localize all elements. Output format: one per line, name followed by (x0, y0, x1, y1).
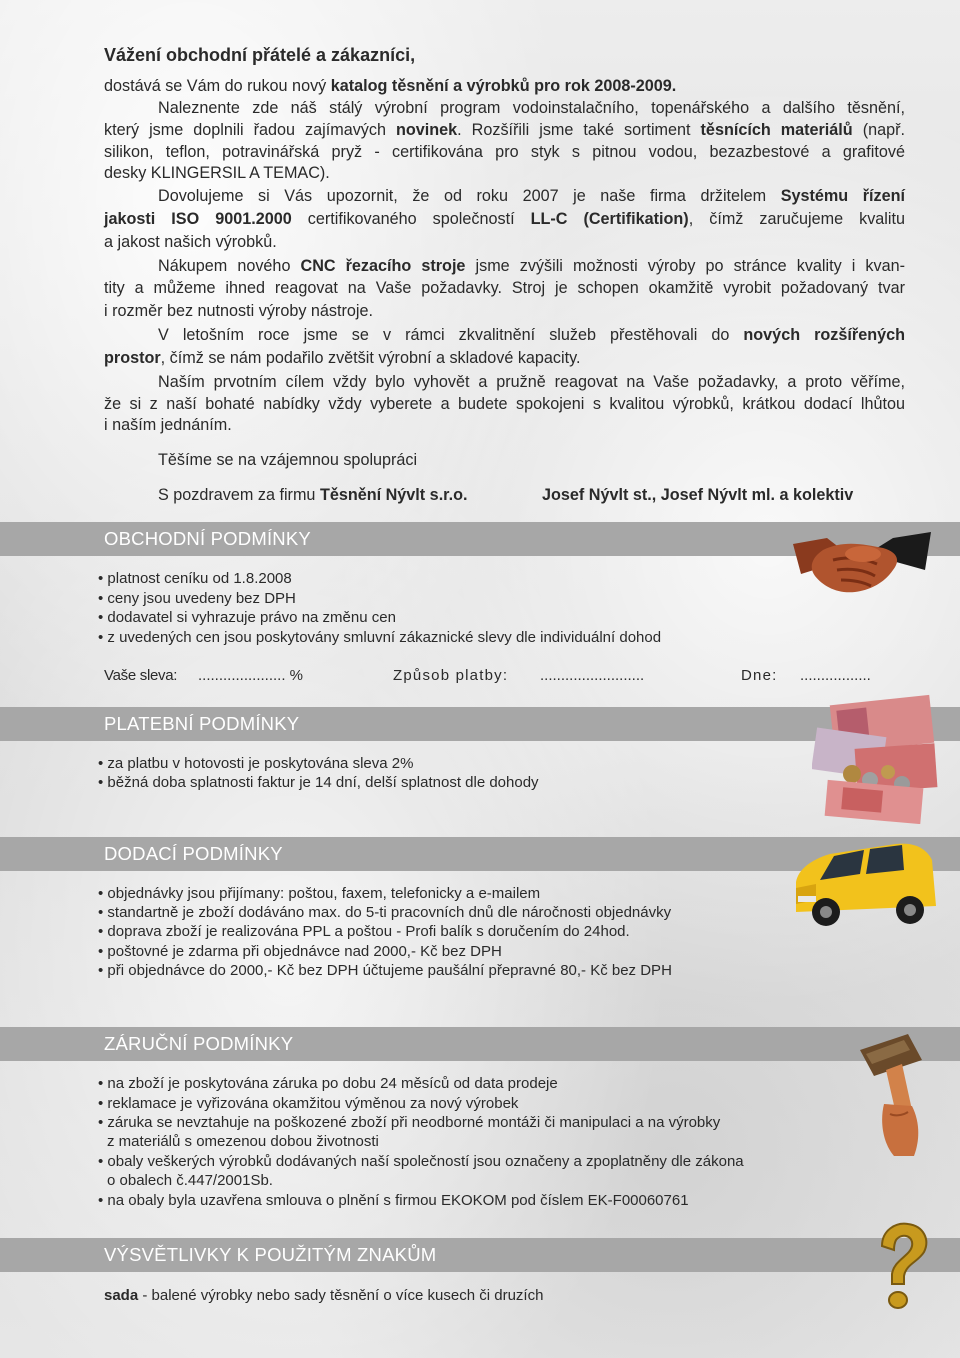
letter-line: Naším prvotním cílem vždy bylo vyhovět a pružně reagovat na Vaše požadavky, a proto věříme, (158, 373, 905, 391)
letter-line: tity a můžeme ihned reagovat na Vaše požadavky. Stroj je schopen okamžitě vyrobit požadovaný tvar (104, 279, 905, 297)
section-band-vysvetlivky (0, 1238, 960, 1272)
letter-line: že si z naší bohaté nabídky vždy vyberete a budete spokojeni s kvalitou výrobků, krátkou dodací lhůtou (104, 395, 905, 413)
payment-method-label: Způsob platby: (393, 667, 509, 684)
letter-line: prostor, čímž se nám podařilo zvětšit výrobní a skladové kapacity. (104, 349, 581, 367)
letter-line: Dovolujeme si Vás upozornit, že od roku 2007 je naše firma držitelem Systému řízení (158, 187, 905, 205)
letter-line: dostává se Vám do rukou nový katalog těsnění a výrobků pro rok 2008-2009. (104, 77, 677, 95)
letter-heading: Vážení obchodní přátelé a zákazníci, (104, 45, 416, 65)
handshake-icon (793, 530, 931, 610)
discount-label: Vaše sleva: (104, 667, 178, 684)
section-band-zarucni (0, 1027, 960, 1061)
letter-line: jakosti ISO 9001.2000 certifikovaného společností LL-C (Certifikation), čímž zaručujeme kvalitu (104, 210, 906, 228)
list-item-continuation: o obalech č.447/2001Sb. (107, 1172, 273, 1189)
letter-line: i naším jednáním. (104, 416, 232, 434)
list-item: • reklamace je vyřizována okamžitou výměnou za nový výrobek (98, 1094, 518, 1114)
payment-method-field[interactable]: ......................... (540, 667, 645, 684)
list-item: • platnost ceníku od 1.8.2008 (98, 569, 292, 589)
money-icon (812, 694, 942, 824)
list-item: • dodavatel si vyhrazuje právo na změnu cen (98, 608, 396, 628)
legend-term: sada (104, 1287, 139, 1304)
letter-line: silikon, teflon, potravinářská pryž - certifikována pro styk s pitnou vodou, bezazbestové a grafitové (104, 143, 905, 161)
list-item: • obaly veškerých výrobků dodávaných naší společností jsou označeny a zpoplatněny dle zákona (98, 1152, 744, 1172)
letter-line: i rozměr bez nutnosti výroby nástroje. (104, 302, 374, 320)
question-mark-icon (872, 1220, 932, 1316)
discount-field[interactable]: ..................... % (198, 667, 304, 684)
date-label: Dne: (741, 667, 778, 684)
greeting-prefix: S pozdravem za firmu (158, 486, 320, 504)
closing-line: Těšíme se na vzájemnou spolupráci (158, 451, 418, 469)
list-item: • ceny jsou uvedeny bez DPH (98, 589, 296, 609)
legend-definition: - balené výrobky nebo sady těsnění o více kusech či druzích (138, 1287, 544, 1304)
list-item: • běžná doba splatnosti faktur je 14 dní, delší splatnost dle dohody (98, 773, 539, 793)
hammer-icon (850, 1030, 940, 1160)
letter-line: který jsme doplnili řadou zajímavých novinek. Rozšířili jsme také sortiment těsnících materiálů (např. (104, 121, 905, 139)
list-item: • objednávky jsou přijímany: poštou, faxem, telefonicky a e-mailem (98, 884, 540, 904)
list-item: • na obaly byla uzavřena smlouva o plnění s firmou EKOKOM pod číslem EK-F00060761 (98, 1191, 689, 1211)
list-item: • za platbu v hotovosti je poskytována sleva 2% (98, 754, 413, 774)
section-title: PLATEBNÍ PODMÍNKY (104, 713, 300, 734)
date-field[interactable]: ................. (800, 667, 871, 684)
section-title: VÝSVĚTLIVKY K POUŽITÝM ZNAKŮM (104, 1244, 437, 1265)
letter-line: Nákupem nového CNC řezacího stroje jsme zvýšili možnosti výroby po stránce kvality i kvan- (158, 257, 905, 275)
letter-line: a jakost našich výrobků. (104, 233, 277, 251)
list-item: • z uvedených cen jsou poskytovány smluvní zákaznické slevy dle individuální dohod (98, 628, 661, 648)
list-item: • standartně je zboží dodáváno max. do 5-ti pracovních dnů dle náročnosti objednávky (98, 903, 671, 923)
list-item: • při objednávce do 2000,- Kč bez DPH účtujeme paušální přepravné 80,- Kč bez DPH (98, 961, 672, 981)
letter-line: V letošním roce jsme se v rámci zkvalitnění služeb přestěhovali do nových rozšířených (158, 326, 905, 344)
greeting-line (158, 485, 467, 506)
list-item-continuation: z materiálů s omezenou dobou životnosti (107, 1133, 379, 1150)
list-item: • záruka se nevztahuje na poškozené zboží při neodborné montáži či manipulaci a na výrobky (98, 1113, 720, 1133)
list-item: • na zboží je poskytována záruka po dobu 24 měsíců od data prodeje (98, 1074, 558, 1094)
company-name: Těsnění Nývlt s.r.o. (319, 486, 468, 504)
legend-entry (104, 1285, 543, 1306)
letter-line: desky KLINGERSIL A TEMAC). (104, 164, 330, 182)
signature: Josef Nývlt st., Josef Nývlt ml. a kolektiv (542, 486, 854, 504)
delivery-van-icon (786, 840, 942, 932)
list-item: • doprava zboží je realizována PPL a poštou - Profi balík s doručením do 24hod. (98, 922, 630, 942)
letter-line: Naleznente zde náš stálý výrobní program vodoinstalačního, topenářského a dalšího těsnění, (158, 99, 905, 117)
list-item: • poštovné je zdarma při objednávce nad 2000,- Kč bez DPH (98, 942, 502, 962)
section-title: DODACÍ PODMÍNKY (104, 843, 283, 864)
section-title: OBCHODNÍ PODMÍNKY (104, 528, 311, 549)
section-title: ZÁRUČNÍ PODMÍNKY (104, 1033, 294, 1054)
